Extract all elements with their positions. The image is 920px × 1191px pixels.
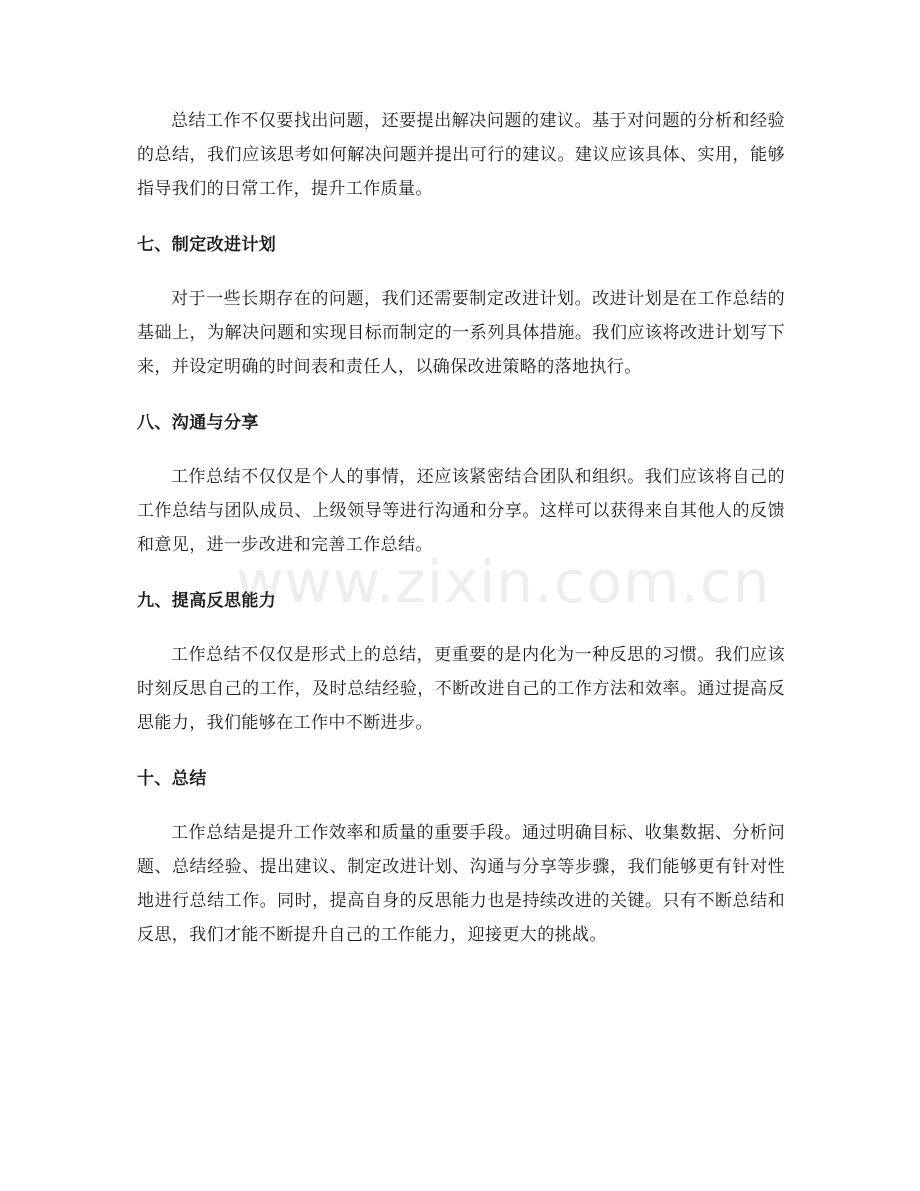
spacer (137, 618, 785, 638)
spacer (137, 262, 785, 282)
section-paragraph-8: 工作总结不仅仅是个人的事情，还应该紧密结合团队和组织。我们应该将自己的工作总结与团队成员、上级领导等进行沟通和分享。这样可以获得来自其他人的反馈和意见，进一步改进和完善工作总结。 (137, 467, 785, 555)
section-paragraph-10: 工作总结是提升工作效率和质量的重要手段。通过明确目标、收集数据、分析问题、总结经验、提出建议、制定改进计划、沟通与分享等步骤，我们能够更有针对性地进行总结工作。同时，提高自身的反思能力也是持续改进的关键。只有不断总结和反思，我们才能不断提升自己的工作能力，迎接更大的挑战。 (137, 823, 785, 945)
spacer (137, 562, 785, 584)
spacer (137, 740, 785, 762)
section-heading-8: 八、沟通与分享 (137, 413, 259, 433)
spacer (137, 384, 785, 406)
watermark: www.zixin.com.cn (236, 548, 771, 616)
spacer (137, 796, 785, 816)
section-paragraph-7: 对于一些长期存在的问题，我们还需要制定改进计划。改进计划是在工作总结的基础上，为解决问题和实现目标而制定的一系列具体措施。我们应该将改进计划写下来，并设定明确的时间表和责任人，以确保改进策略的落地执行。 (137, 289, 785, 377)
section-heading-9: 九、提高反思能力 (137, 591, 277, 611)
section-heading-7: 七、制定改进计划 (137, 235, 277, 255)
spacer (137, 440, 785, 460)
document-body (137, 104, 785, 952)
intro-paragraph: 总结工作不仅要找出问题，还要提出解决问题的建议。基于对问题的分析和经验的总结，我们应该思考如何解决问题并提出可行的建议。建议应该具体、实用，能够指导我们的日常工作，提升工作质量。 (137, 111, 785, 199)
spacer (137, 206, 785, 228)
section-paragraph-9: 工作总结不仅仅是形式上的总结，更重要的是内化为一种反思的习惯。我们应该时刻反思自己的工作，及时总结经验，不断改进自己的工作方法和效率。通过提高反思能力，我们能够在工作中不断进步。 (137, 645, 785, 733)
section-heading-10: 十、总结 (137, 769, 207, 789)
